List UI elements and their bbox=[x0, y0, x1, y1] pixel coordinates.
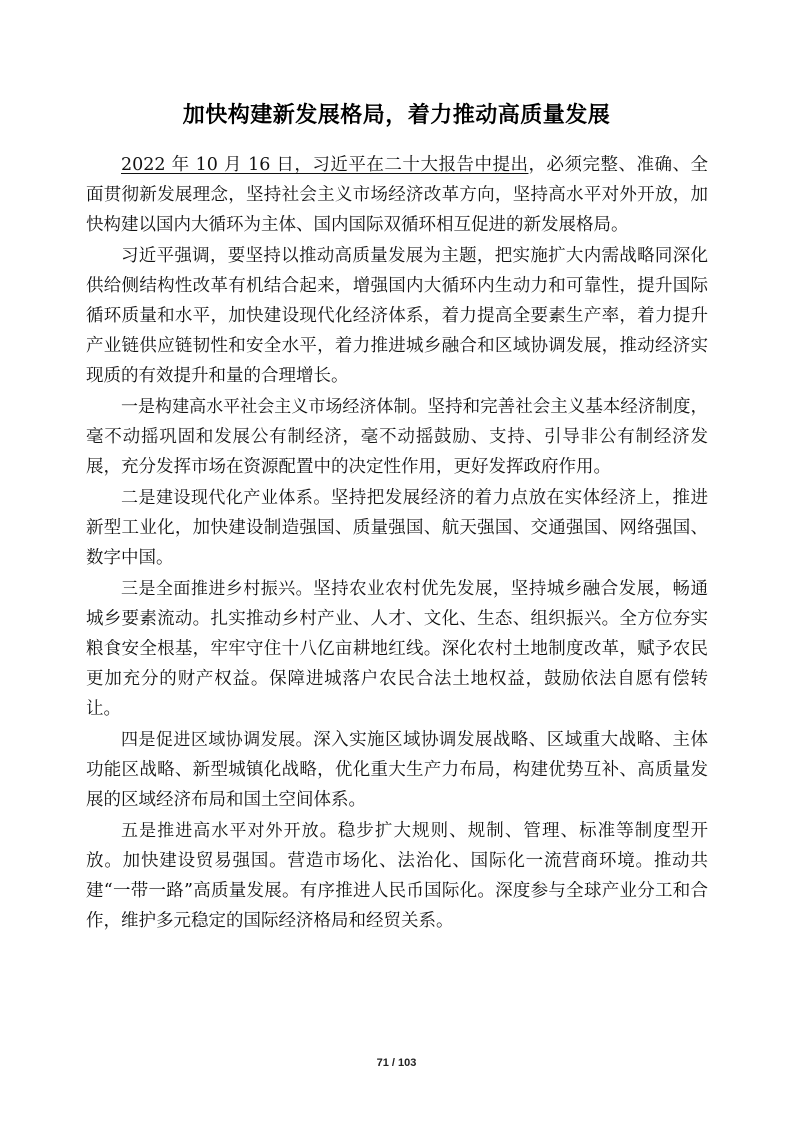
paragraph-text: 坚持和完善社会主义基本经济制度，毫不动摇巩固和发展公有制经济，毫不动摇鼓励、支持、引导非公有制经济发展，充分发挥市场在资源配置中的决定性作用，更好发挥政府作用。 bbox=[86, 397, 709, 477]
point-heading: 一是构建高水平社会主义市场经济体制。 bbox=[121, 397, 428, 417]
paragraph-point-3 bbox=[86, 574, 708, 724]
paragraph-text: 稳步扩大规则、规制、管理、标准等制度型开放。加快建设贸易强国。营造市场化、法治化、国际化一流营商环境。推动共建“一带一路”高质量发展。有序推进人民币国际化。深度参与全球产业分工和合作，维护多元稳定的国际经济格局和经贸关系。 bbox=[86, 821, 709, 931]
paragraph-point-2 bbox=[86, 483, 708, 573]
point-heading: 二是建设现代化产业体系。 bbox=[121, 488, 331, 508]
paragraph-intro bbox=[86, 150, 708, 240]
page-number: 71 / 103 bbox=[376, 1057, 417, 1069]
paragraph-point-5 bbox=[86, 816, 708, 936]
point-heading: 四是促进区域协调发展。 bbox=[121, 730, 314, 750]
paragraph-point-1 bbox=[86, 392, 708, 482]
paragraph-text: 坚持把发展经济的着力点放在实体经济上，推进新型工业化，加快建设制造强国、质量强国、航天强国、交通强国、网络强国、数字中国。 bbox=[86, 488, 708, 568]
document-body bbox=[86, 150, 708, 937]
paragraph-text: ，必须完整、准确、全面贯彻新发展理念，坚持社会主义市场经济改革方向，坚持高水平对外开放，加快构建以国内大循环为主体、国内国际双循环相互促进的新发展格局。 bbox=[86, 155, 709, 235]
paragraph-text: 深入实施区域协调发展战略、区域重大战略、主体功能区战略、新型城镇化战略，优化重大生产力布局，构建优势互补、高质量发展的区域经济布局和国土空间体系。 bbox=[86, 730, 708, 810]
page-title: 加快构建新发展格局，着力推动高质量发展 bbox=[182, 103, 611, 128]
point-heading: 五是推进高水平对外开放。 bbox=[121, 821, 338, 841]
paragraph-point-4 bbox=[86, 725, 708, 815]
point-heading: 三是全面推进乡村振兴。 bbox=[121, 579, 314, 599]
paragraph-emphasis: 习近平强调，要坚持以推动高质量发展为主题，把实施扩大内需战略同深化供给侧结构性改革有机结合起来，增强国内大循环内生动力和可靠性，提升国际循环质量和水平，加快建设现代化经济体系，着力提高全要素生产率，着力提升产业链供应链韧性和安全水平，着力推进城乡融合和区域协调发展，推动经济实现质的有效提升和量的合理增长。 bbox=[86, 246, 708, 386]
paragraph-text: 坚持农业农村优先发展，坚持城乡融合发展，畅通城乡要素流动。扎实推动乡村产业、人才、文化、生态、组织振兴。全方位夯实粮食安全根基，牢牢守住十八亿亩耕地红线。深化农村土地制度改革，赋予农民更加充分的财产权益。保障进城落户农民合法土地权益，鼓励依法自愿有偿转让。 bbox=[86, 579, 708, 719]
underlined-date-phrase: 2022 年 10 月 16 日，习近平在二十大报告中提出 bbox=[121, 155, 529, 175]
